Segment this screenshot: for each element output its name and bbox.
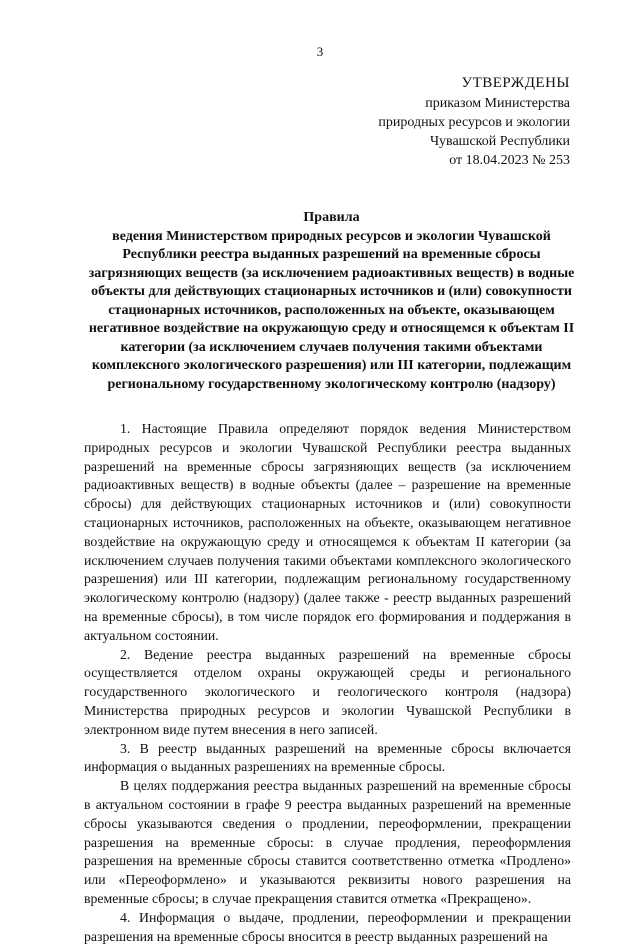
approval-heading: УТВЕРЖДЕНЫ [461, 75, 570, 91]
approval-line: Чувашской Республики [429, 134, 570, 149]
paragraph: В целях поддержания реестра выданных разрешений на временные сбросы в актуальном состоянии в графе 9 реестра выданных разрешений на временные сбросы указываются сведения о продлении, переоформлении, прекращении разрешения на временные сбросы: в случае продления, переоформления разрешения на временные сбросы ставится соответственно отметка «Продлено» или «Переоформлено» и указываются реквизиты нового разрешения на временные сбросы; в случае прекращения ставится отметка «Прекращено». [84, 778, 571, 906]
approval-line: от 18.04.2023 № 253 [449, 153, 570, 168]
paragraph: 2. Ведение реестра выданных разрешений на временные сбросы осуществляется отделом охраны окружающей среды и регионального государственного экологического и геологического контроля (надзора) Министерства природных ресурсов и экологии Чувашской Республики в электронном виде путем внесения в него записей. [84, 646, 571, 737]
paragraph: 1. Настоящие Правила определяют порядок ведения Министерством природных ресурсов и экологии Чувашской Республики реестра выданных разрешений на временные сбросы загрязняющих веществ (за исключением радиоактивных веществ) в водные объекты (далее – разрешение на временные сбросы) для действующих стационарных источников и (или) совокупности стационарных источников, расположенных на объекте, оказывающем негативное воздействие на окружающую среду и относящемся к объектам II категории (за исключением случаев получения такими объектами комплексного экологического разрешения) или III категории, подлежащим региональному государственному экологическому контролю (надзору) (далее также - реестр выданных разрешений на временные сбросы), в том числе порядок его формирования и поддержания в актуальном состоянии. [84, 421, 571, 643]
approval-line: приказом Министерства [425, 96, 570, 111]
title-main: Правила [303, 210, 360, 225]
page-number: 3 [316, 44, 324, 59]
document-body [84, 420, 571, 946]
document-title [88, 209, 575, 394]
paragraph: 3. В реестр выданных разрешений на временные сбросы включается информация о выданных разрешениях на временные сбросы. [84, 740, 571, 775]
approval-line: природных ресурсов и экологии [378, 115, 570, 130]
approval-stamp [378, 74, 570, 170]
paragraph: 4. Информация о выдаче, продлении, переоформлении и прекращении разрешения на временные сбросы вносится в реестр выданных разрешений на [84, 909, 571, 944]
title-subtitle: ведения Министерством природных ресурсов и экологии Чувашской Республики реестра выданных разрешений на временные сбросы загрязняющих веществ (за исключением радиоактивных веществ) в водные объекты для действующих стационарных источников и (или) совокупности стационарных источников, расположенных на объекте, оказывающем негативное воздействие на окружающую среду и относящемся к объектам II категории (за исключением случаев получения такими объектами комплексного экологического разрешения) или III категории, подлежащим региональному государственному экологическому контролю (надзору) [88, 228, 575, 392]
